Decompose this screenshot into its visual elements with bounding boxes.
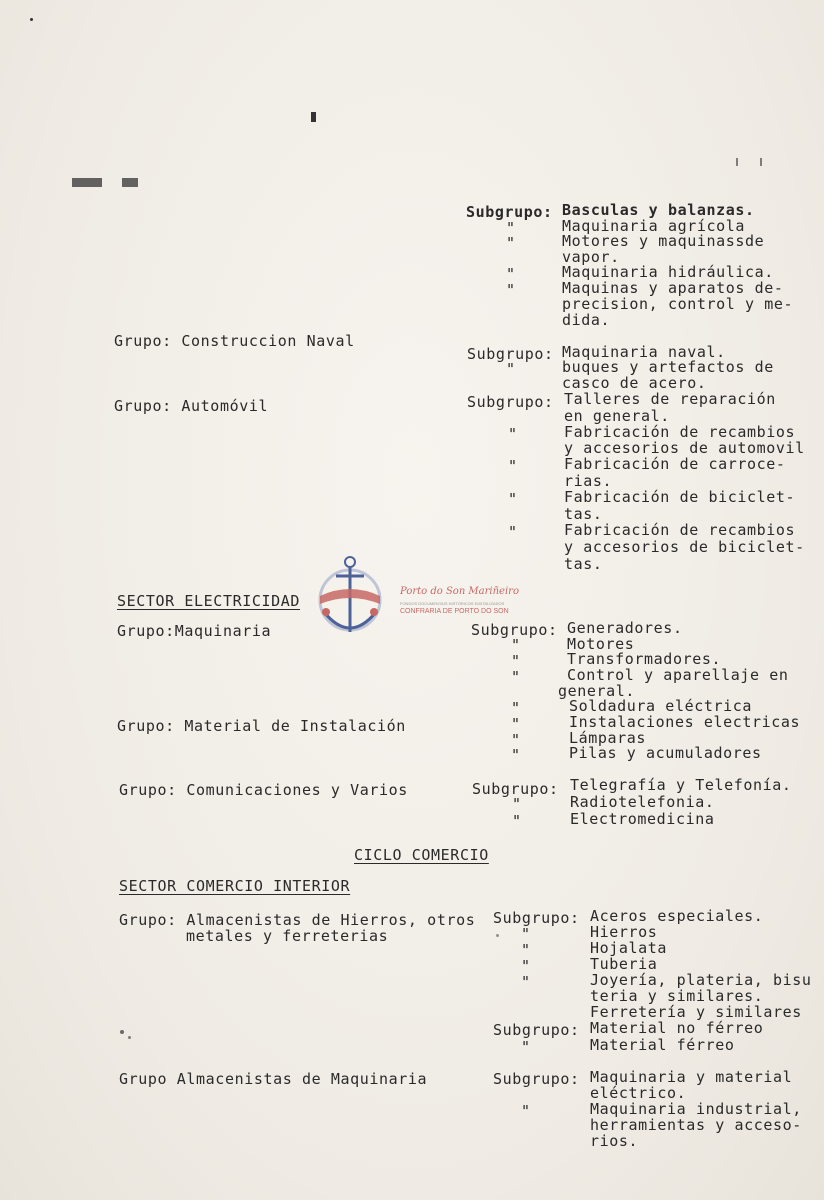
item-line: Hojalata [590, 939, 668, 957]
ink-smudge [122, 178, 138, 187]
subgrupo-label: Subgrupo: [493, 1021, 580, 1039]
group-title: Grupo:Maquinaria [117, 622, 272, 640]
ditto-mark: " [521, 957, 531, 975]
ditto-mark: " [506, 234, 516, 252]
ditto-mark: " [521, 925, 531, 943]
item-line: Maquinaria agrícola [562, 217, 745, 235]
ditto-mark: " [511, 652, 521, 670]
item-line: precision, control y me- [562, 295, 794, 313]
subgrupo-label: Subgrupo: [472, 780, 559, 798]
item-line: Instalaciones electricas [569, 713, 801, 731]
ink-speck [311, 112, 316, 122]
item-line: Ferretería y similares [590, 1003, 802, 1021]
logo-subtitle-text: FONDOS DOCUMENTAIS HISTÓRICOS DIXITALIZADOS [400, 601, 505, 606]
group-title: Grupo Almacenistas de Maquinaria [119, 1070, 428, 1088]
item-line: buques y artefactos de [562, 358, 774, 376]
item-line: Maquinaria hidráulica. [562, 263, 774, 281]
item-line: Transformadores. [567, 650, 722, 668]
item-line: Talleres de reparación [564, 390, 776, 408]
ink-speck [736, 158, 738, 166]
item-line: Joyería, plateria, bisu [590, 971, 812, 989]
group-title: Grupo: Comunicaciones y Varios [119, 781, 408, 799]
anchor-emblem-icon [316, 552, 396, 648]
ditto-mark: " [511, 715, 521, 733]
cycle-title: CICLO COMERCIO [354, 846, 489, 864]
sector-title: SECTOR ELECTRICIDAD [117, 592, 300, 610]
item-line: rias. [564, 472, 613, 490]
ditto-mark: " [521, 1038, 531, 1056]
logo-brand-text: Porto do Son Mariñeiro [400, 586, 519, 597]
item-line: Maquinas y aparatos de- [562, 279, 784, 297]
item-line: tas. [564, 555, 603, 573]
ink-smudge [72, 178, 102, 187]
item-line: Generadores. [567, 619, 683, 637]
item-line: eléctrico. [590, 1084, 687, 1102]
ditto-mark: " [511, 731, 521, 749]
item-line: Fabricación de recambios [564, 521, 796, 539]
item-line: Radiotelefonia. [570, 793, 715, 811]
logo-org-text: CONFRARIA DE PORTO DO SON [400, 608, 509, 615]
ditto-mark: " [521, 941, 531, 959]
item-line: general. [558, 682, 636, 700]
item-line: Fabricación de biciclet- [564, 488, 796, 506]
item-line: tas. [564, 505, 603, 523]
group-title-cont: metales y ferreterias [186, 927, 389, 945]
ditto-mark: " [508, 523, 518, 541]
ditto-mark: " [511, 668, 521, 686]
item-line: Hierros [590, 923, 658, 941]
item-line: Maquinaria y material [590, 1068, 793, 1086]
item-line: rios. [590, 1132, 639, 1150]
ditto-mark: " [521, 973, 531, 991]
ink-speck [120, 1030, 124, 1034]
item-line: teria y similares. [590, 987, 764, 1005]
ditto-mark: " [506, 265, 516, 283]
item-line: dida. [562, 311, 611, 329]
ink-speck [30, 18, 33, 21]
item-line: Maquinaria naval. [562, 343, 726, 361]
ditto-mark: " [506, 219, 516, 237]
group-title: Grupo: Material de Instalación [117, 717, 406, 735]
subgrupo-label: Subgrupo: [467, 393, 554, 411]
item-line: Aceros especiales. [590, 907, 764, 925]
ditto-mark: " [512, 795, 522, 813]
item-line: Basculas y balanzas. [562, 201, 755, 219]
item-line: Material no férreo [590, 1019, 764, 1037]
ditto-mark: " [511, 699, 521, 717]
item-line: Lámparas [569, 729, 647, 747]
ditto-mark: " [521, 1102, 531, 1120]
ditto-mark: " [506, 360, 516, 378]
item-line: Pilas y acumuladores [569, 744, 762, 762]
ditto-mark: " [511, 636, 521, 654]
item-line: y accesorios de automovil [564, 439, 805, 457]
item-line: y accesorios de biciclet- [564, 538, 805, 556]
item-line: en general. [564, 407, 670, 425]
subgrupo-label: Subgrupo: [471, 621, 558, 639]
item-line: Motores [567, 635, 635, 653]
item-line: Soldadura eléctrica [569, 697, 752, 715]
item-line: Material férreo [590, 1036, 735, 1054]
group-title: Grupo: Automóvil [114, 397, 269, 415]
item-line: Telegrafía y Telefonía. [570, 776, 792, 794]
item-line: casco de acero. [562, 374, 707, 392]
subgrupo-label: Subgrupo: [493, 1070, 580, 1088]
ditto-mark: " [512, 812, 522, 830]
ditto-mark: " [508, 490, 518, 508]
item-line: Fabricación de carroce- [564, 455, 786, 473]
subgrupo-label: Subgrupo: [466, 203, 553, 221]
ink-speck [496, 934, 499, 937]
group-title: Grupo: Almacenistas de Hierros, otros [119, 911, 476, 929]
ditto-mark: " [506, 281, 516, 299]
ditto-mark: " [508, 457, 518, 475]
item-line: Electromedicina [570, 810, 715, 828]
ink-speck [128, 1036, 131, 1039]
subgrupo-label: Subgrupo: [467, 345, 554, 363]
item-line: Maquinaria industrial, [590, 1100, 802, 1118]
sector-title: SECTOR COMERCIO INTERIOR [119, 877, 351, 895]
ink-speck [760, 158, 762, 166]
item-line: vapor. [562, 248, 620, 266]
subgrupo-label: Subgrupo: [493, 909, 580, 927]
item-line: Fabricación de recambios [564, 423, 796, 441]
item-line: Control y aparellaje en [567, 666, 789, 684]
ditto-mark: " [508, 425, 518, 443]
group-title: Grupo: Construccion Naval [114, 332, 355, 350]
item-line: Tuberia [590, 955, 658, 973]
item-line: Motores y maquinassde [562, 232, 765, 250]
item-line: herramientas y acceso- [590, 1116, 802, 1134]
ditto-mark: " [511, 746, 521, 764]
